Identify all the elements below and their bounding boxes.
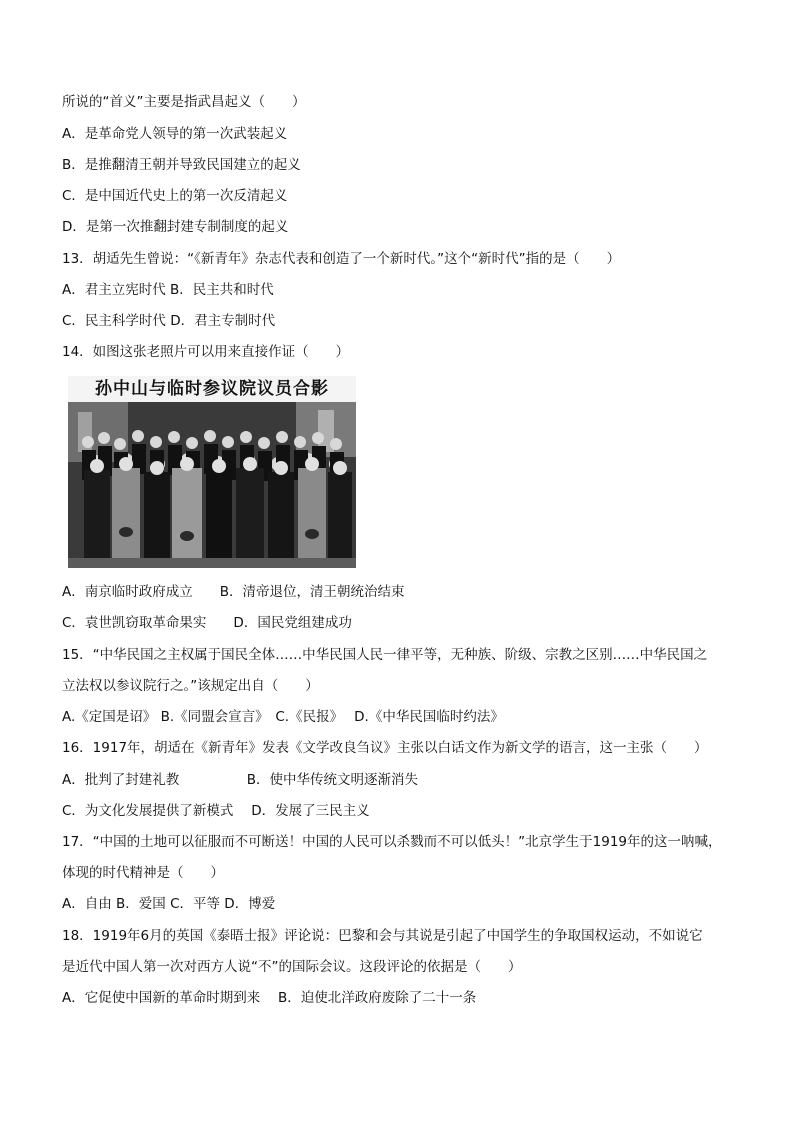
question-14-stem: 14．如图这张老照片可以用来直接作证（ ） [62, 344, 350, 360]
question-18-stem-cont: 是近代中国人第一次对西方人说“不”的国际会议。这段评论的依据是（ ） [62, 959, 522, 975]
historical-photo [68, 376, 356, 568]
question-15-stem: 15．“中华民国之主权属于国民全体……中华民国人民一律平等，无种族、阶级、宗教之区别……中华民国之 [62, 647, 708, 663]
question-17-stem: 17．“中国的土地可以征服而不可断送！中国的人民可以杀戮而不可以低头！”北京学生于1919年的这一呐喊， [62, 834, 722, 850]
question-17-stem-cont: 体现的时代精神是（ ） [62, 865, 224, 881]
question-16-options-cd: C．为文化发展提供了新模式 D．发展了三民主义 [62, 803, 370, 819]
question-14-options-ab: A．南京临时政府成立 B．清帝退位，清王朝统治结束 [62, 584, 405, 600]
question-15-stem-cont: 立法权以参议院行之。”该规定出自（ ） [62, 678, 319, 694]
group-photo-illustration [68, 402, 356, 568]
question-12-option-b: B．是推翻清王朝并导致民国建立的起义 [62, 157, 301, 173]
question-12-stem: 所说的“首义”主要是指武昌起义（ ） [62, 94, 306, 110]
question-16-stem: 16．1917年，胡适在《新青年》发表《文学改良刍议》主张以白话文作为新文学的语言，这一主张（ ） [62, 740, 708, 756]
question-13-options-cd: C．民主科学时代 D．君主专制时代 [62, 313, 276, 329]
question-15-options: A.《定国是诏》 B.《同盟会宣言》 C.《民报》 D.《中华民国临时约法》 [62, 709, 504, 725]
question-12-option-c: C．是中国近代史上的第一次反清起义 [62, 188, 288, 204]
question-12-option-a: A．是革命党人领导的第一次武装起义 [62, 126, 288, 142]
question-17-options: A．自由 B．爱国 C．平等 D．博爱 [62, 896, 276, 912]
question-12-option-d: D．是第一次推翻封建专制制度的起义 [62, 219, 289, 235]
question-18-stem: 18．1919年6月的英国《泰晤士报》评论说：巴黎和会与其说是引起了中国学生的争取国权运动，不如说它 [62, 928, 703, 944]
question-13-options-ab: A．君主立宪时代 B．民主共和时代 [62, 282, 274, 298]
photo-caption: 孙中山与临时参议院议员合影 [68, 376, 356, 402]
question-14-options-cd: C．袁世凯窃取革命果实 D．国民党组建成功 [62, 615, 352, 631]
question-18-options-ab: A．它促使中国新的革命时期到来 B．迫使北洋政府废除了二十一条 [62, 990, 477, 1006]
question-13-stem: 13．胡适先生曾说：“《新青年》杂志代表和创造了一个新时代。”这个“新时代”指的是（ ） [62, 251, 621, 267]
question-16-options-ab: A．批判了封建礼教 B．使中华传统文明逐渐消失 [62, 772, 418, 788]
